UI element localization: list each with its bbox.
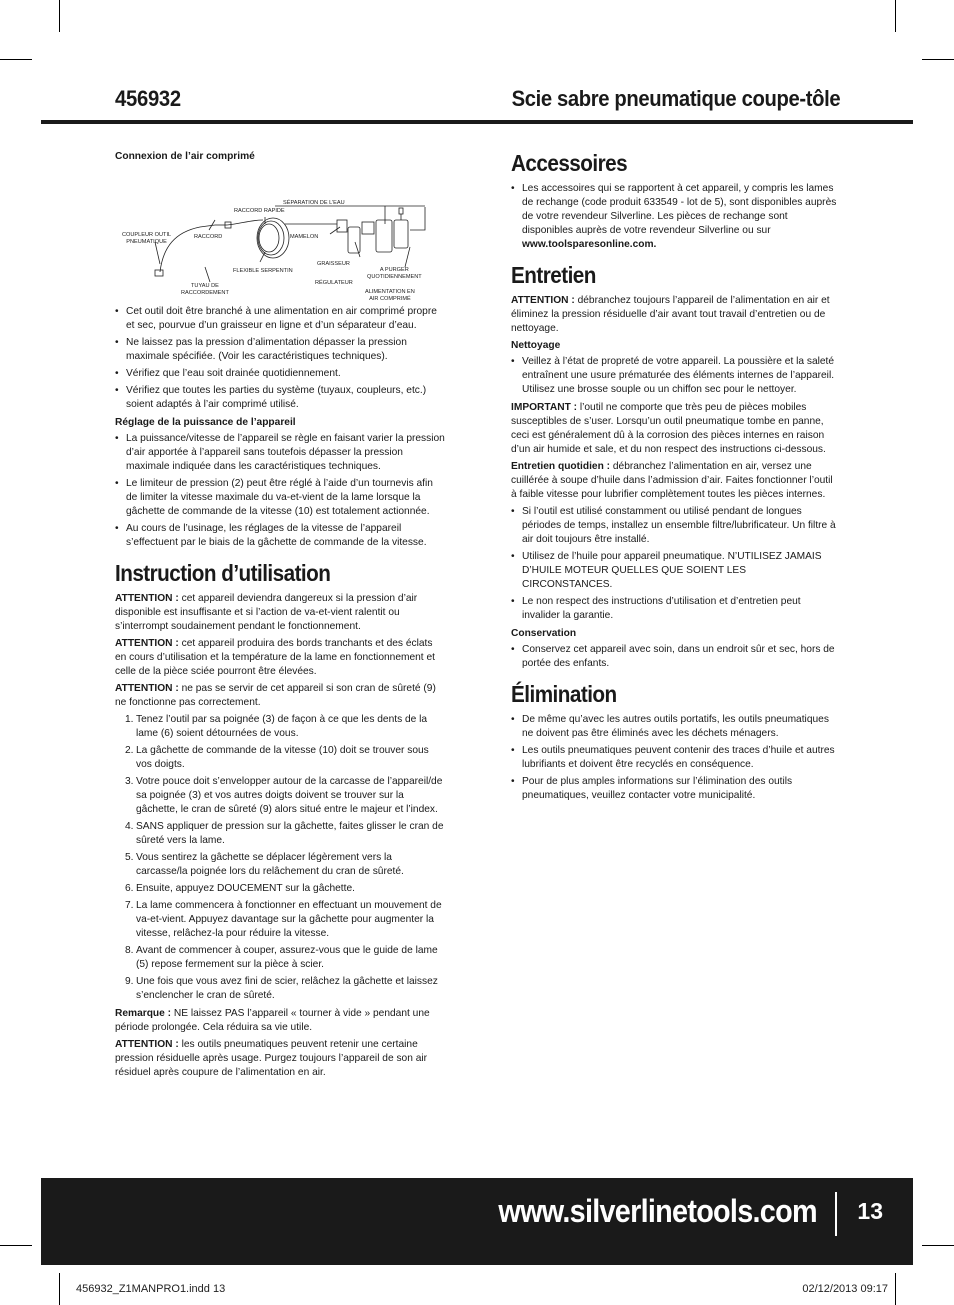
list-item: 1. Tenez l’outil par sa poignée (3) de façon à ce que les dents de la lame (6) soient détournées de vous. — [125, 714, 428, 739]
page-number: 13 — [857, 1198, 883, 1224]
attention-paragraph: ATTENTION : cet appareil produira des bords tranchants et des éclats en cours d’utilisation et la température de la lame en fonctionnement et celle de la pièce sciée pourront être élevées. — [115, 638, 435, 677]
list-item: • Conservez cet appareil avec soin, dans un endroit sûr et sec, hors de portée des enfants. — [511, 643, 838, 671]
attention-paragraph: ATTENTION : cet appareil deviendra dangereux si la pression d’air disponible est insuffisante et si l’action de va-et-vient ralentit ou s’interrompt soudainement pendant le fonctionnement. — [115, 593, 418, 632]
daily-maintenance-paragraph: Entretien quotidien : débranchez l’alimentation en air, versez une cuillérée à soupe d’huile dans l’admission d’air. Faites fonctionner l’outil à faible vitesse pour lubrifier complètement toutes les pièces internes. — [511, 461, 833, 500]
list-item: • Veillez à l’état de propreté de votre appareil. La poussière et la saleté entraînent une usure prématurée des éléments internes de l’appareil. Utilisez une brosse souple ou un chiffon sec pour le nettoyer. — [511, 355, 838, 397]
list-item: • La puissance/vitesse de l’appareil se règle en faisant varier la pression d’air apportée à l’appareil sans toutefois dépasser la pression maximale indiquée dans les caractéristiques techniques. — [115, 432, 445, 474]
label-coupleur: COUPLEUR OUTIL PNEUMATIQUE — [122, 232, 172, 245]
crop-mark — [922, 59, 954, 60]
steps-list — [125, 713, 445, 1003]
spares-link[interactable]: www.toolsparesonline.com. — [522, 239, 657, 250]
air-bullets — [115, 305, 445, 412]
list-item: 7. La lame commencera à fonctionner en effectuant un mouvement de va-et-vient. Appuyez davantage sur la gâchette pour augmenter la vitesse, relâchez-la pour réduire la vitesse. — [125, 900, 442, 939]
list-item: 2. La gâchette de commande de la vitesse (10) doit se trouver sous vos doigts. — [125, 745, 429, 770]
label-tuyau: TUYAU DE RACCORDEMENT — [181, 283, 229, 296]
label-separation: SÉPARATION DE L’EAU — [283, 200, 345, 206]
crop-mark — [0, 1245, 32, 1246]
list-item: • Vérifiez que toutes les parties du système (tuyaux, coupleurs, etc.) soient adaptés à l’air comprimé utilisé. — [115, 384, 445, 412]
crop-mark — [59, 0, 60, 32]
list-item: • Si l’outil est utilisé constamment ou utilisé pendant de longues périodes de temps, installez un ensemble filtre/lubrificateur. Un filtre à air doit toujours être installé. — [511, 505, 838, 547]
product-code: 456932 — [115, 86, 181, 111]
slug-filename: 456932_Z1MANPRO1.indd 13 — [76, 1283, 226, 1295]
power-bullets — [115, 432, 445, 550]
footer-divider — [835, 1192, 837, 1236]
footer-bar — [41, 1178, 913, 1265]
crop-mark — [59, 1273, 60, 1305]
power-heading: Réglage de la puissance de l’appareil — [115, 417, 296, 428]
label-alimentation: ALIMENTATION EN AIR COMPRIMÉ — [365, 289, 415, 302]
list-item: • Utilisez de l’huile pour appareil pneumatique. N’UTILISEZ JAMAIS D’HUILE MOTEUR QUELLES QUE SOIENT LES CIRCONSTANCES. — [511, 550, 838, 592]
crop-mark — [0, 59, 32, 60]
disposal-heading: Élimination — [511, 681, 617, 707]
disposal-bullets — [511, 713, 838, 803]
label-raccord-rapide: RACCORD RAPIDE — [234, 208, 285, 214]
cleaning-heading: Nettoyage — [511, 340, 561, 351]
accessories-bullets — [511, 182, 838, 252]
header-rule — [41, 120, 913, 124]
air-connection-heading: Connexion de l’air comprimé — [115, 151, 255, 162]
list-item: 4. SANS appliquer de pression sur la gâchette, faites glisser le cran de sûreté vers la lame. — [125, 821, 444, 846]
remark-paragraph: Remarque : NE laissez PAS l’appareil « tourner à vide » pendant une période prolongée. Cela réduira sa vie utile. — [115, 1008, 430, 1033]
label-regulateur: RÉGULATEUR — [315, 280, 353, 286]
storage-heading: Conservation — [511, 628, 577, 639]
attention-paragraph: ATTENTION : ne pas se servir de cet appareil si son cran de sûreté (9) ne fonctionne pas correctement. — [115, 683, 436, 708]
list-item: 3. Votre pouce doit s’envelopper autour de la carcasse de l’appareil/de sa poignée (3) et vos autres doigts doivent se trouver sur la gâchette, le cran de sûreté (9) alors situé entre le majeur et l’index. — [125, 776, 443, 815]
list-item: • Au cours de l’usinage, les réglages de la vitesse de l’appareil s’effectuent par le biais de la gâchette de commande de la vitesse. — [115, 522, 445, 550]
slug-date: 02/12/2013 09:17 — [802, 1283, 888, 1295]
list-item: • Ne laissez pas la pression d’alimentation dépasser la pression maximale spécifiée. (Voir les caractéristiques techniques). — [115, 336, 445, 364]
label-a-purger: A PURGER QUOTIDIENNEMENT — [367, 267, 422, 280]
accessories-heading: Accessoires — [511, 150, 628, 176]
list-item: • Vérifiez que l’eau soit drainée quotidiennement. — [115, 367, 445, 381]
list-item: • Cet outil doit être branché à une alimentation en air comprimé propre et sec, pourvue d’un graisseur en ligne et d’un séparateur d’eau. — [115, 305, 445, 333]
crop-mark — [895, 0, 896, 32]
daily-bullets — [511, 505, 838, 623]
label-raccord: RACCORD — [194, 234, 223, 240]
list-item: • Pour de plus amples informations sur l’élimination des outils pneumatiques, veuillez contacter votre municipalité. — [511, 775, 838, 803]
list-item: • Le non respect des instructions d’utilisation et d’entretien peut invalider la garantie. — [511, 595, 838, 623]
label-flexible: FLEXIBLE SERPENTIN — [233, 268, 293, 274]
cleaning-bullets — [511, 355, 838, 397]
crop-mark — [895, 1273, 896, 1305]
list-item: 8. Avant de commencer à couper, assurez-vous que le guide de lame (5) repose fermement sur la pièce à scier. — [125, 945, 438, 970]
maintenance-heading: Entretien — [511, 262, 596, 288]
footer-url[interactable]: www.silverlinetools.com — [498, 1193, 817, 1229]
attention-paragraph: ATTENTION : débranchez toujours l’appareil de l’alimentation en air et éliminez la pression résiduelle d’air avant tout travail d’entretien ou de nettoyage. — [511, 295, 830, 334]
list-item: 5. Vous sentirez la gâchette se déplacer légèrement vers la carcasse/la poignée lors du relâchement du cran de sûreté. — [125, 852, 404, 877]
page-title: Scie sabre pneumatique coupe-tôle — [511, 86, 840, 111]
right-column — [511, 150, 838, 807]
instructions-heading: Instruction d’utilisation — [115, 560, 331, 586]
attention-paragraph: ATTENTION : les outils pneumatiques peuvent retenir une certaine pression résiduelle après usage. Purgez toujours l’appareil de son air résiduel après coupure de l’alimentation en air. — [115, 1039, 428, 1078]
list-item: 6. Ensuite, appuyez DOUCEMENT sur la gâchette. — [125, 883, 355, 894]
storage-bullets — [511, 643, 838, 671]
important-paragraph: IMPORTANT : l’outil ne comporte que très peu de pièces mobiles susceptibles de s’user. Lorsqu’un outil pneumatique tombe en panne, ceci est généralement dû à la corrosion des pièces internes en raison d’un air humide et sale, et du non respect des instructions ci-dessous. — [511, 402, 826, 455]
air-connection-diagram — [115, 172, 445, 302]
label-mamelon: MAMELON — [290, 234, 319, 240]
label-graisseur: GRAISSEUR — [317, 261, 350, 267]
list-item: • Les outils pneumatiques peuvent contenir des traces d’huile et autres lubrifiants et doivent être recyclés en conséquence. — [511, 744, 838, 772]
left-column — [115, 150, 445, 1083]
list-item: • De même qu’avec les autres outils portatifs, les outils pneumatiques ne doivent pas être éliminés avec les déchets ménagers. — [511, 713, 838, 741]
crop-mark — [922, 1245, 954, 1246]
list-item: • Le limiteur de pression (2) peut être réglé à l’aide d’un tournevis afin de limiter la vitesse maximale du va-et-vient de la lame lorsque la gâchette de commande de la vitesse (10) est totalement actionnée. — [115, 477, 445, 519]
list-item: 9. Une fois que vous avez fini de scier, relâchez la gâchette et laissez s’enclencher le cran de sûreté. — [125, 976, 438, 1001]
list-item: • Les accessoires qui se rapportent à cet appareil, y compris les lames de rechange (code produit 633549 - lot de 5), sont disponibles auprès de votre revendeur Silverline. Les pièces de rechange sont disponibles auprès de votre revendeur Silverline ou sur www.toolsparesonline.com. — [511, 182, 838, 252]
